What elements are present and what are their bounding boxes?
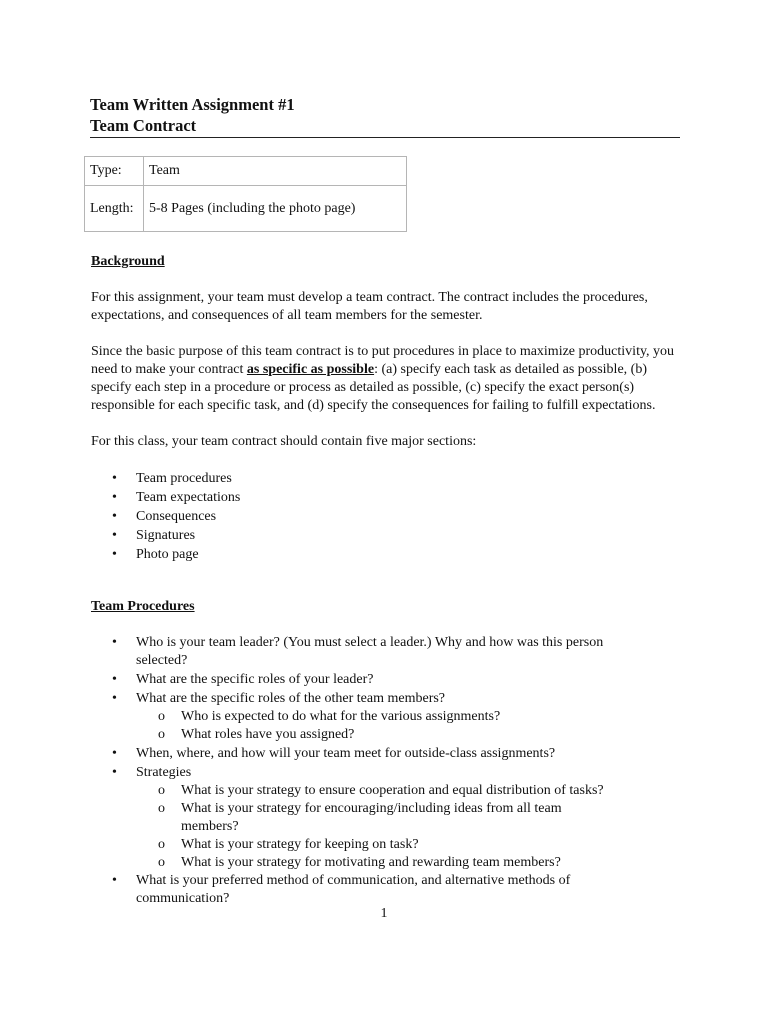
sections-list (91, 469, 681, 564)
list-item (91, 763, 611, 872)
sub-list (136, 782, 611, 872)
team-procedures-section (91, 598, 681, 908)
list-item (91, 689, 611, 744)
list-item: • Team procedures (91, 469, 681, 488)
list-item: • Team expectations (91, 488, 681, 507)
list-item: o What roles have you assigned? (136, 726, 611, 744)
title-line-1: Team Written Assignment #1 (90, 95, 295, 114)
list-item: • Signatures (91, 526, 681, 545)
length-label: Length: (85, 186, 144, 232)
list-item: • What are the specific roles of your leader? (91, 670, 611, 689)
list-item: • What is your preferred method of communication, and alternative methods of communication? (91, 872, 611, 908)
list-item: • Photo page (91, 545, 681, 564)
background-heading: Background (91, 254, 165, 269)
length-value: 5-8 Pages (including the photo page) (144, 186, 407, 232)
table-row (85, 186, 407, 232)
list-item: • When, where, and how will your team meet for outside-class assignments? (91, 744, 611, 763)
team-procedures-heading: Team Procedures (91, 599, 195, 614)
background-section (91, 253, 681, 564)
background-paragraph-3: For this class, your team contract should contain five major sections: (91, 434, 477, 449)
paragraph-2-text-end: : (a) specify each task as detailed as possible, (b) specify each step in a procedure or process as detailed as possible, (c) specify the exact person(s) responsible for each specific task, and (d) specify the consequences for failing to fulfill expectations. (91, 362, 656, 413)
list-item: o What is your strategy to ensure cooperation and equal distribution of tasks? (136, 782, 611, 800)
background-paragraph-2 (91, 343, 681, 415)
list-item: o What is your strategy for motivating and rewarding team members? (136, 854, 611, 872)
type-value: Team (144, 157, 407, 186)
sub-list (136, 708, 611, 744)
specific-emphasis: as specific as possible (246, 362, 375, 377)
document-title (90, 94, 680, 138)
table-row (85, 157, 407, 186)
question-text: What are the specific roles of the other team members? (136, 691, 446, 706)
list-item: o Who is expected to do what for the various assignments? (136, 708, 611, 726)
question-text: Strategies (136, 765, 192, 780)
procedures-list (91, 634, 611, 908)
background-paragraph-1: For this assignment, your team must develop a team contract. The contract includes the procedures, expectations, and consequences of all team members for the semester. (91, 290, 648, 323)
title-line-2: Team Contract (90, 116, 197, 135)
list-item: o What is your strategy for keeping on task? (136, 836, 611, 854)
page-number: 1 (380, 906, 388, 921)
list-item: o What is your strategy for encouraging/including ideas from all team members? (136, 800, 611, 836)
list-item: • Who is your team leader? (You must select a leader.) Why and how was this person selected? (91, 634, 611, 670)
type-label: Type: (85, 157, 144, 186)
paragraph-2-text-start: Since the basic purpose of this team contract is to put procedures in place to maximize productivity, you need to make your contract (91, 344, 675, 377)
assignment-info-table (84, 156, 407, 232)
list-item: • Consequences (91, 507, 681, 526)
